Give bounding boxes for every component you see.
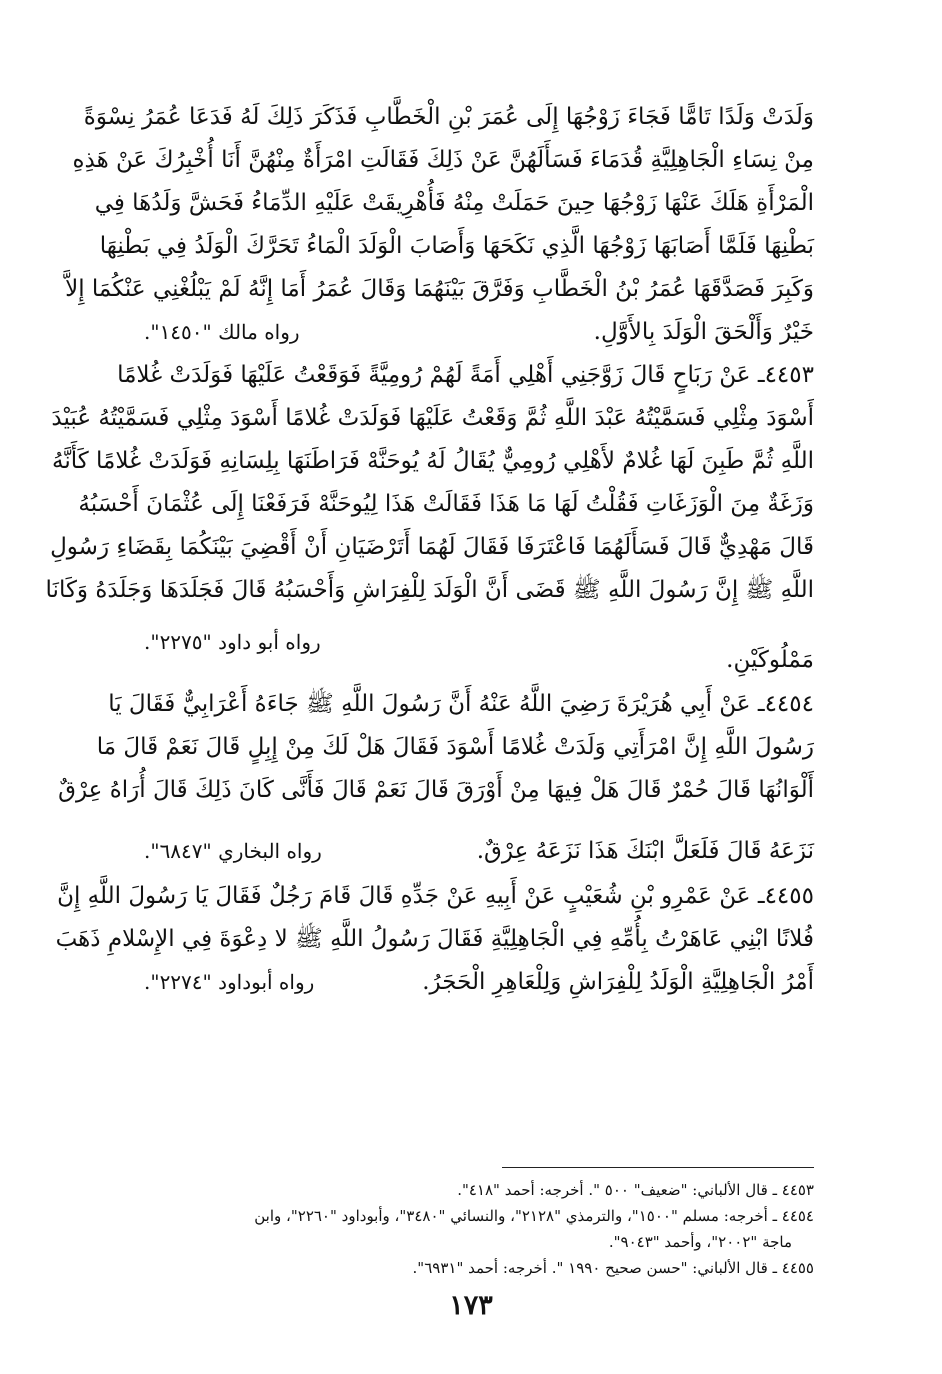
text-line: أَلْوَانُهَا قَالَ حُمْرٌ قَالَ هَلْ فِيهَا مِنْ أَوْرَقَ قَالَ نَعَمْ قَالَ فَأَنَّى كَانَ ذَلِكَ قَالَ أُرَاهُ عِرْقٌ: [58, 777, 814, 803]
text-line: الْمَرْأَةِ هَلَكَ عَنْهَا زَوْجُهَا حِينَ حَمَلَتْ مِنْهُ فَأُهْرِيقَتْ عَلَيْهِ الدِّمَاءُ فَحَشَّ وَلَدُهَا فِي: [94, 190, 814, 216]
text-line-with-source: [124, 630, 814, 680]
text-line: بَطْنِهَا فَلَمَّا أَصَابَهَا زَوْجُهَا الَّذِي نَكَحَهَا وَأَصَابَ الْوَلَدَ الْمَاءُ تَحَرَّكَ الْوَلَدُ فِي بَطْنِهَا: [99, 233, 814, 259]
text-line-with-source: [124, 962, 814, 1002]
text-line-with-source: [124, 831, 814, 871]
hadith-source: رواه البخاري "٦٨٤٧".: [144, 839, 322, 863]
text-line: رَسُولَ اللَّهِ إِنَّ امْرَأَتِي وَلَدَتْ غُلامًا أَسْوَدَ فَقَالَ هَلْ لَكَ مِنْ إِبِلٍ قَالَ نَعَمْ قَالَ مَا: [96, 734, 814, 760]
text-line: وَلَدَتْ وَلَدًا تَامًّا فَجَاءَ زَوْجُهَا إِلَى عُمَرَ بْنِ الْخَطَّابِ فَذَكَرَ ذَلِكَ لَهُ فَدَعَا عُمَرُ نِسْوَةً: [83, 104, 814, 130]
text-line: اللَّهِ ﷺ إِنَّ رَسُولَ اللَّهِ ﷺ قَضَى أَنَّ الْوَلَدَ لِلْفِرَاشِ وَأَحْسَبُهُ قَالَ فَجَلَدَهَا وَجَلَدَهُ وَكَانَا: [45, 577, 814, 603]
text-line: وَكَبِرَ فَصَدَّقَهَا عُمَرُ بْنُ الْخَطَّابِ وَفَرَّقَ بَيْنَهُمَا وَقَالَ عُمَرُ أَمَا إِنَّهُ لَمْ يَبْلُغْنِي عَنْكُمَا إِلاَّ: [65, 276, 814, 302]
text-line: فُلانًا ابْنِي عَاهَرْتُ بِأُمِّهِ فِي الْجَاهِلِيَّةِ فَقَالَ رَسُولُ اللَّهِ ﷺ لا دِعْوَةَ فِي الإِسْلامِ ذَهَبَ: [55, 926, 814, 952]
hadith-4453-start: ٤٤٥٣ـ عَنْ رَبَاحٍ قَالَ زَوَّجَنِي أَهْلِي أَمَةً لَهُمْ رُومِيَّةً فَوَقَعْتُ عَلَيْهَا فَوَلَدَتْ غُلامًا: [117, 362, 814, 388]
footnote-divider: [502, 1167, 814, 1168]
text-line: مِنْ نِسَاءِ الْجَاهِلِيَّةِ قُدَمَاءَ فَسَأَلَهُنَّ عَنْ ذَلِكَ فَقَالَتِ امْرَأَةٌ مِنْهُنَّ أَنَا أُخْبِرُكَ عَنْ هَذِهِ: [72, 147, 814, 173]
text-line: قَالَ مَهْدِيٌّ قَالَ فَسَأَلَهُمَا فَاعْتَرَفَا فَقَالَ لَهُمَا أَتَرْضَيَانِ أَنْ أَقْضِيَ بَيْنَكُمَا بِقَضَاءِ رَسُولِ: [50, 534, 814, 560]
text-line: أَمْرُ الْجَاهِلِيَّةِ الْوَلَدُ لِلْفِرَاشِ وَلِلْعَاهِرِ الْحَجَرُ.: [422, 969, 814, 995]
text-line-with-source: [124, 312, 814, 352]
footnote: ٤٤٥٣ ـ قال الألباني: "ضعيف" ٥٠٠ ". أخرجه: أحمد "٤١٨".: [457, 1181, 814, 1199]
text-line: نَزَعَهُ قَالَ فَلَعَلَّ ابْنَكَ هَذَا نَزَعَهُ عِرْقٌ.: [476, 838, 814, 864]
text-line: أَسْوَدَ مِثْلِي فَسَمَّيْتُهُ عَبْدَ اللَّهِ ثُمَّ وَقَعْتُ عَلَيْهَا فَوَلَدَتْ غُلامًا أَسْوَدَ مِثْلِي فَسَمَّيْتُهُ عُبَيْدَ: [51, 405, 814, 431]
footnote: ماجة "٢٠٠٢"، وأحمد "٩٠٤٣".: [608, 1233, 792, 1251]
hadith-source: رواه أبو داود "٢٢٧٥".: [144, 630, 321, 654]
hadith-source: رواه أبوداود "٢٢٧٤".: [144, 970, 315, 994]
text-line: مَمْلُوكَيْنِ.: [726, 647, 814, 673]
text-line: خَيْرٌ وَأَلْحَقَ الْوَلَدَ بِالأَوَّلِ.: [593, 319, 814, 345]
hadith-source: رواه مالك "١٤٥٠".: [144, 320, 300, 344]
hadith-4454-start: ٤٤٥٤ـ عَنْ أَبِي هُرَيْرَةَ رَضِيَ اللَّهُ عَنْهُ أَنَّ رَسُولَ اللَّهِ ﷺ جَاءَهُ أَعْرَابِيٌّ فَقَالَ يَا: [108, 691, 814, 717]
page-number: ١٧٣: [449, 1290, 493, 1321]
hadith-4455-start: ٤٤٥٥ـ عَنْ عَمْرِو بْنِ شُعَيْبٍ عَنْ أَبِيهِ عَنْ جَدِّهِ قَالَ قَامَ رَجُلٌ فَقَالَ يَا رَسُولَ اللَّهِ إِنَّ: [57, 883, 814, 909]
text-line: وَزَغَةٌ مِنَ الْوَزَغَاتِ فَقُلْتُ لَهَا مَا هَذَا فَقَالَتْ هَذَا لِيُوحَنَّهْ فَرَفَعْنَا إِلَى عُثْمَانَ أَحْسَبُهُ: [78, 491, 814, 517]
footnote: ٤٤٥٤ ـ أخرجه: مسلم "١٥٠٠"، والترمذي "٢١٢٨"، والنسائي "٣٤٨٠"، وأبوداود "٢٢٦٠"، وابن: [254, 1207, 814, 1225]
footnote: ٤٤٥٥ ـ قال الألباني: "حسن صحيح ١٩٩٠ ". أخرجه: أحمد "٦٩٣١".: [412, 1259, 814, 1277]
text-line: اللَّهِ ثُمَّ طَبِنَ لَهَا غُلامٌ لأَهْلِي رُومِيٌّ يُقَالُ لَهُ يُوحَنَّهْ فَرَاطَنَهَا بِلِسَانِهِ فَوَلَدَتْ غُلامًا كَأَنَّهُ: [52, 448, 814, 474]
